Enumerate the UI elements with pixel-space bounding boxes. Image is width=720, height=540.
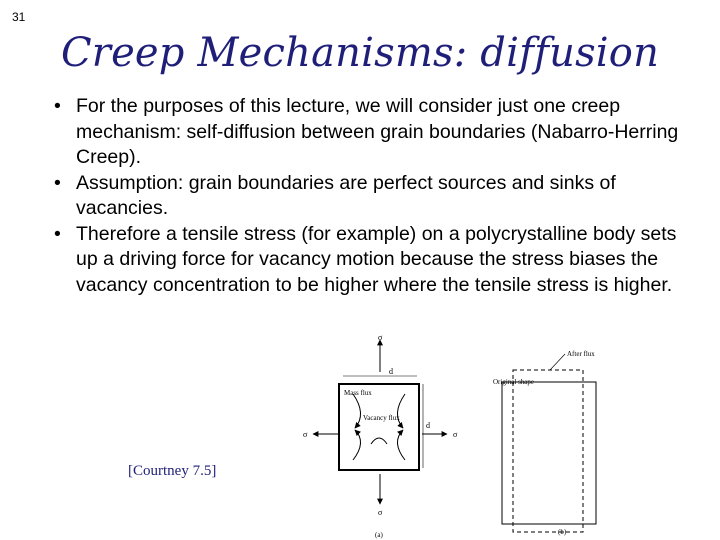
original-shape-label: Original shape: [493, 378, 535, 386]
sigma-left: σ: [303, 430, 308, 439]
sigma-right: σ: [453, 430, 458, 439]
panel-b-label: (b): [558, 528, 567, 536]
slide-title: Creep Mechanisms: diffusion: [60, 30, 660, 76]
sigma-top: σ: [378, 333, 383, 342]
vacancy-flux-label: [363, 414, 400, 422]
bullet-icon: •: [54, 222, 61, 245]
mass-flux-text: Mass flux: [344, 389, 372, 397]
after-flux-leader: [550, 354, 565, 370]
bullet-icon: •: [54, 171, 61, 194]
bullet-text: Assumption: grain boundaries are perfect sources and sinks of vacancies.: [76, 171, 616, 219]
vacancy-flux-text: Vacancy flux: [363, 414, 400, 422]
citation: [Courtney 7.5]: [128, 463, 217, 479]
bullet-item: [48, 222, 698, 299]
panel-a: [303, 333, 458, 539]
bullet-item: [48, 171, 698, 222]
bullet-list: [48, 94, 698, 298]
bullet-text: For the purposes of this lecture, we will consider just one creep mechanism: self-diffusion between grain boundaries (Nabarro-Herring Creep).: [76, 95, 679, 168]
after-flux-shape: [513, 370, 583, 532]
panel-b: [493, 350, 596, 536]
bullet-item: [48, 94, 698, 171]
slide-number: 31: [12, 10, 26, 24]
panel-a-label: (a): [375, 531, 383, 539]
creep-diagram: [295, 332, 695, 540]
original-shape: [502, 382, 596, 524]
dimension-top-label: d: [389, 367, 393, 376]
mass-flux-label: [344, 389, 372, 397]
sigma-bottom: σ: [378, 508, 383, 517]
bullet-icon: •: [54, 95, 61, 117]
dimension-right-label: d: [426, 421, 430, 430]
bullet-text: Therefore a tensile stress (for example) on a polycrystalline body sets up a driving force for vacancy motion because the stress biases the vacancy concentration to be higher where the tensile stress is higher.: [76, 222, 677, 296]
after-flux-label: After flux: [567, 350, 595, 358]
